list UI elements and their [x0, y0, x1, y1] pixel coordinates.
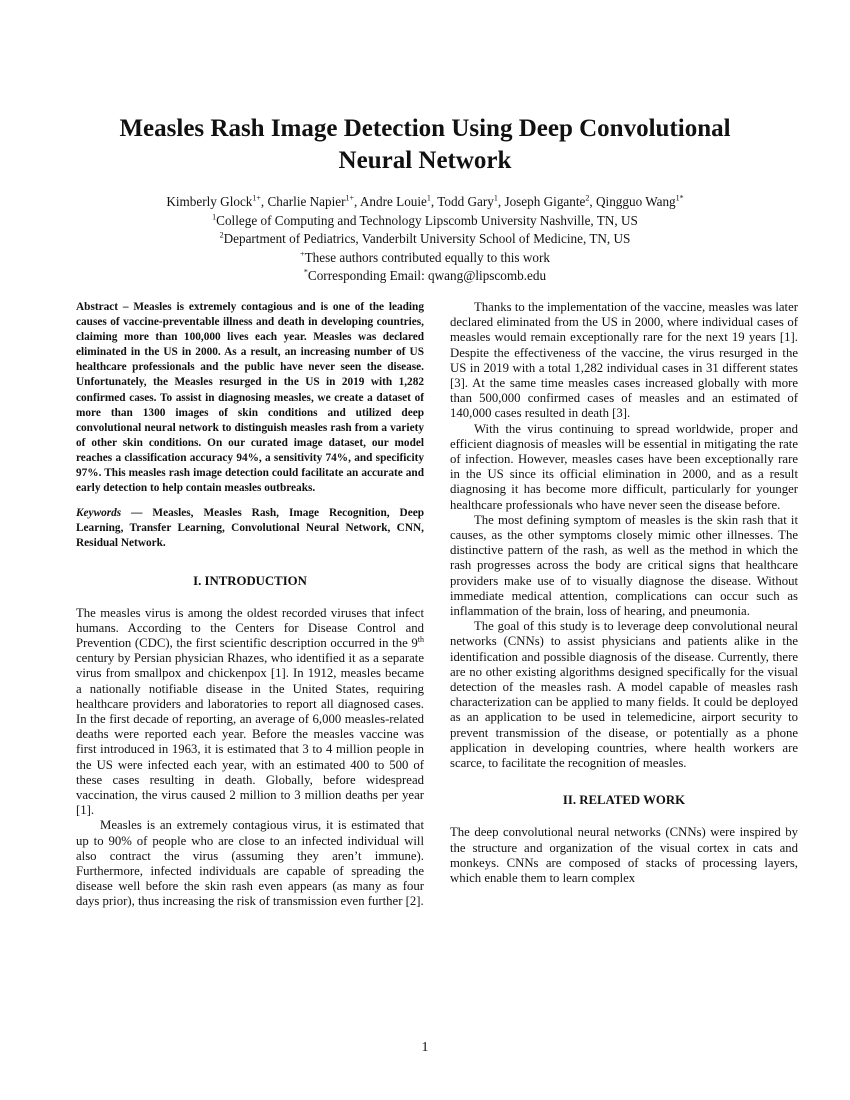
right-paragraph-1: Thanks to the implementation of the vaccine, measles was later declared eliminated from the US in 2000, where individual cases of measles would remain exceptionally rare for the next 19 years [1]. Despite the effectiveness of the vaccine, the virus resurged in the US in 2019 with a total 1,282 individual cases in 31 different states [3]. At the same time measles cases increased globally with more than 500,000 confirmed cases of measles and an estimated of 140,000 cases resulted in death [3]. [450, 300, 798, 421]
related-paragraph-1: The deep convolutional neural networks (CNNs) were inspired by the structure and organization of the visual cortex in cats and monkeys. CNNs are composed of stacks of processing layers, which enable them to learn complex [450, 825, 798, 885]
left-column [76, 300, 424, 910]
page-number: 1 [421, 1040, 429, 1055]
right-paragraph-2: With the virus continuing to spread worldwide, proper and efficient diagnosis of measles will be essential in mitigating the rate of infection. However, measles cases have been exceptionally rare in the US since its official elimination in 2000, and as a result diagnosing it has become more difficult, particularly for younger healthcare professionals who have never seen the disease before. [450, 421, 798, 512]
abstract: Abstract – Measles is extremely contagious and is one of the leading causes of vaccine-preventable illness and death in developing countries, claiming more than 100,000 lives each year. Measles was declared eliminated in the US in 2000. As a result, an increasing number of US healthcare professionals and the public have never seen the disease. Unfortunately, the Measles resurged in the US in 2019 with 1,282 confirmed cases. To assist in diagnosing measles, we create a dataset of more than 1300 images of skin conditions and utilized deep convolutional neural network to distinguish measles rash from a variety of other skin conditions. On our curated image dataset, our model reaches a classification accuracy 94%, a sensitivity 74%, and specificity 97%. This measles rash image detection could facilitate an accurate and early detection to help contain measles outbreaks. [76, 301, 424, 495]
title-line-2: Neural Network [338, 147, 512, 174]
keywords: Keywords — Measles, Measles Rash, Image Recognition, Deep Learning, Transfer Learning, Convolutional Neural Network, CNN, Residual Network. [76, 507, 424, 550]
right-column [450, 300, 798, 886]
paper-title [60, 113, 790, 177]
intro-paragraph-1: The measles virus is among the oldest recorded viruses that infect humans. According to the Centers for Disease Control and Prevention (CDC), the first scientific description occurred in the 9th century by Persian physician Rhazes, who identified it as a separate virus from smallpox and chickenpox [1]. In 1912, measles became a nationally notifiable disease in the United States, requiring healthcare providers and laboratories to report all diagnosed cases. In the first decade of reporting, an average of 6,000 measles-related deaths were reported each year. Before the measles vaccine was first introduced in 1963, it is estimated that 3 to 4 million people in the US were infected each year, with an estimated 400 to 500 of these cases resulting in death. Globally, before widespread vaccination, the virus caused 2 million to 3 million deaths per year [1]. [76, 605, 424, 818]
affiliation-2: $^2$Department of Pediatrics, Vanderbilt University School of Medicine, TN, US [219, 230, 631, 247]
title-line-1: Measles Rash Image Detection Using Deep Convolutional [119, 115, 731, 142]
heading-introduction: I. INTRODUCTION [193, 573, 307, 588]
equal-contribution-note: +These authors contributed equally to this work [300, 249, 550, 265]
heading-related-work: II. RELATED WORK [562, 793, 686, 808]
right-paragraph-3: The most defining symptom of measles is the skin rash that it causes, as the other symptoms closely mimic other illnesses. The distinctive pattern of the rash, as well as the method in which the rash progresses across the body are critical signs that healthcare providers make use of to visually diagnose the disease. Without immediate medical attention, complications can occur such as inflammation of the brain, loss of hearing, and pneumonia. [450, 512, 798, 619]
right-paragraph-4: The goal of this study is to leverage deep convolutional neural networks (CNNs) to assist physicians and patients alike in the identification and possible diagnosis of the disease. Currently, there are no other existing algorithms designed specifically for the visual detection of the measles rash. A model capable of measles rash characterization can be applied to many fields. It could be deployed as an application to be used in telemedicine, airport security to prevent transmission of the disease, or potentially as a phone application in developing countries, where health workers are scarce, to facilitate the recognition of measles. [450, 619, 798, 771]
corresponding-email: *Corresponding Email: qwang@lipscomb.edu [303, 267, 547, 284]
affiliation-1: $^1$College of Computing and Technology Lipscomb University Nashville, TN, US [212, 212, 638, 228]
author-list: Kimberly Glock$^{1+}$, Charlie Napier$^{1+}$, Andre Louie$^1$, Todd Gary$^1$, Joseph Gigante$^2$, Qingguo Wang$^{1*}$ [166, 193, 684, 209]
intro-paragraph-2: Measles is an extremely contagious virus, it is estimated that up to 90% of people who are close to an infected individual will also contract the virus (assuming they aren’t immune). Furthermore, infected individuals are capable of spreading the disease well before the skin rash even appears (as many as four days prior), thus increasing the risk of transmission even further [2]. [76, 818, 424, 909]
author-block [60, 193, 790, 286]
